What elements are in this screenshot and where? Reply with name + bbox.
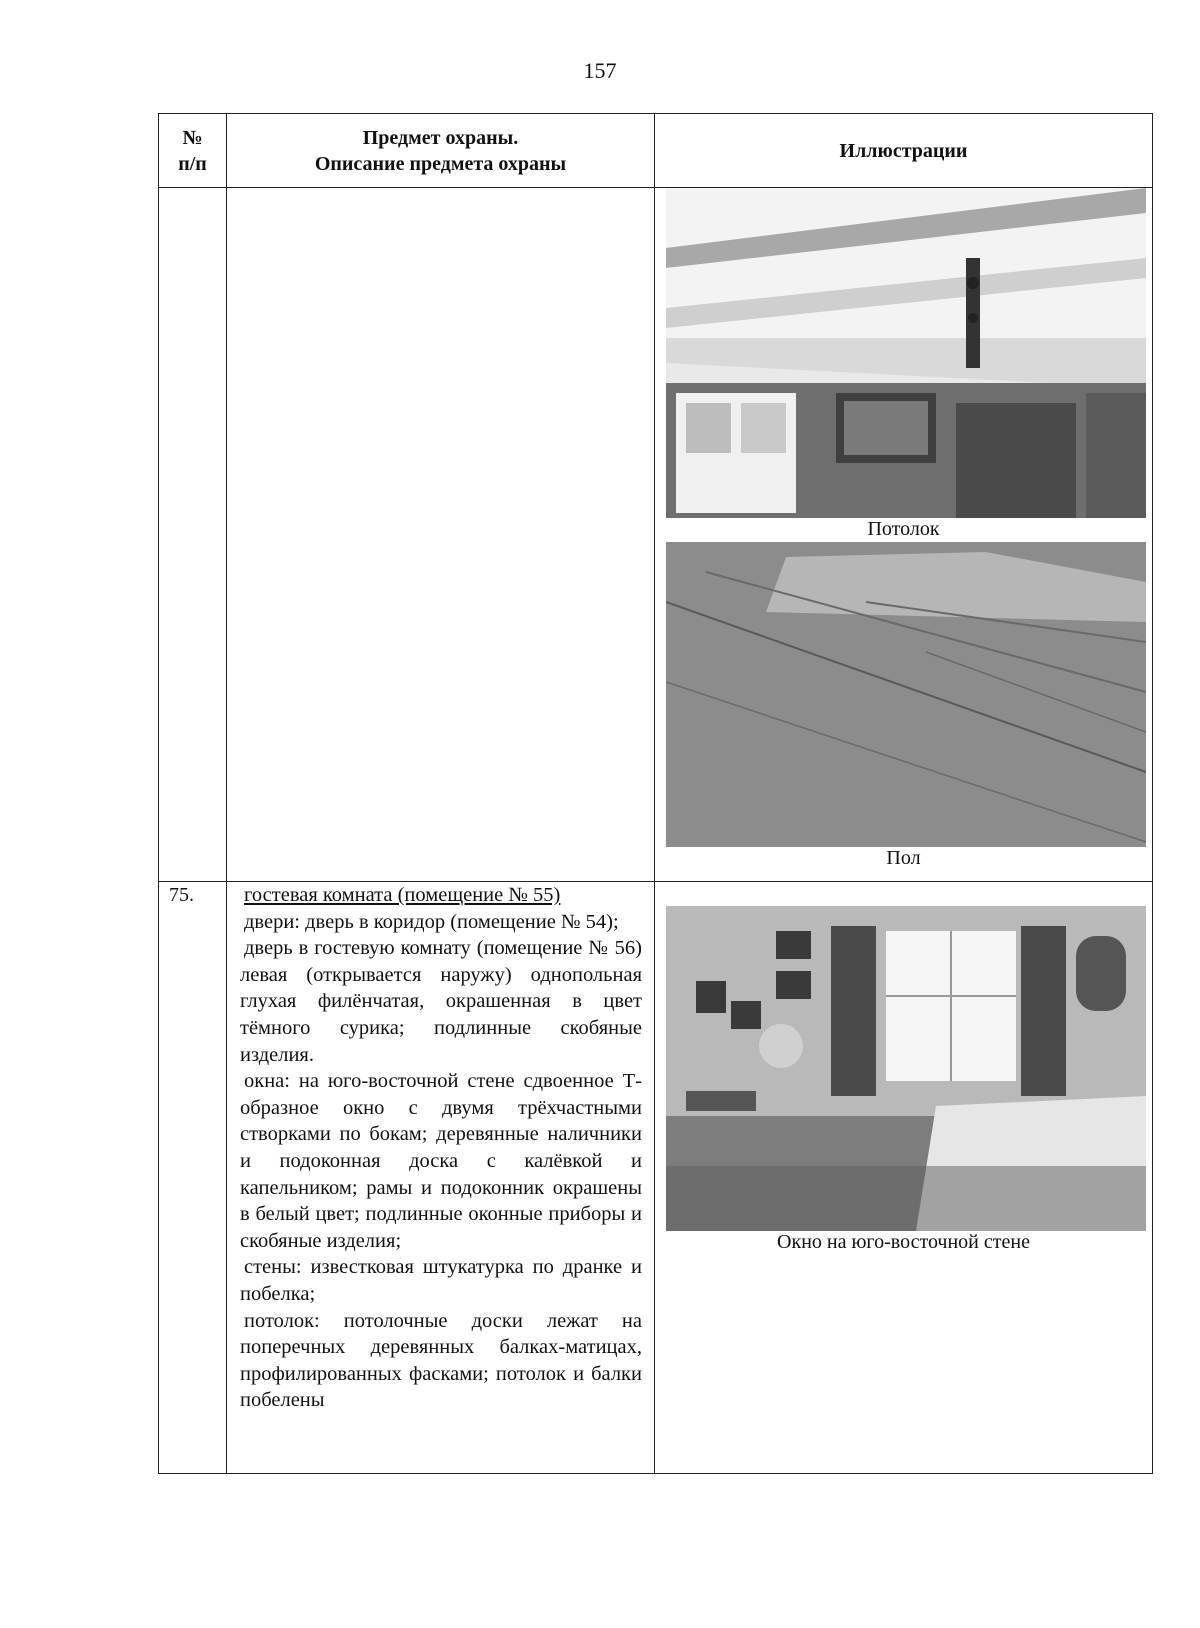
ceiling-paragraph: потолок: потолочные доски лежат на поперечных деревянных балках-матицах, профилированных фасками; потолок и балки побелены bbox=[240, 1309, 642, 1412]
row-illustrations-cell bbox=[655, 188, 1153, 882]
caption-floor: Пол bbox=[886, 847, 921, 869]
windows-paragraph: окна: на юго-восточной стене сдвоенное Т-образное окно с двумя трёхчастными створками по бокам; деревянные наличники и подоконная доска с калёвкой и капельником; рамы и подоконник окрашены в белый цвет; подлинные оконные приборы и скобяные изделия; bbox=[240, 1070, 642, 1252]
header-subject-line2: Описание предмета охраны bbox=[314, 152, 567, 175]
header-number-symbol: № bbox=[182, 126, 203, 149]
walls-paragraph: стены: известковая штукатурка по дранке и побелка; bbox=[240, 1256, 642, 1305]
header-number bbox=[159, 114, 227, 188]
window-photo bbox=[666, 906, 1146, 1231]
table-row bbox=[159, 882, 1153, 1474]
header-subject bbox=[227, 114, 655, 188]
window-photo-image bbox=[666, 906, 1146, 1231]
row-description-cell bbox=[227, 882, 655, 1474]
door-details-paragraph: дверь в гостевую комнату (помещение № 56) левая (открывается наружу) однопольная глухая филёнчатая, окрашенная в цвет тёмного сурика; подлинные скобяные изделия. bbox=[240, 937, 642, 1066]
row-number-cell bbox=[159, 188, 227, 882]
floor-photo bbox=[666, 542, 1146, 847]
floor-photo-image bbox=[666, 542, 1146, 847]
caption-ceiling: Потолок bbox=[867, 518, 940, 540]
heritage-table bbox=[158, 113, 1153, 1474]
room-title: гостевая комната (помещение № 55) bbox=[244, 884, 561, 906]
header-number-abbr: п/п bbox=[178, 152, 207, 175]
header-subject-line1: Предмет охраны. bbox=[362, 126, 519, 149]
row-number-cell: 75. bbox=[159, 882, 227, 1474]
table-header-row bbox=[159, 114, 1153, 188]
caption-window: Окно на юго-восточной стене bbox=[777, 1231, 1030, 1253]
page-number: 157 bbox=[583, 58, 617, 83]
table-row bbox=[159, 188, 1153, 882]
ceiling-photo bbox=[666, 188, 1146, 518]
doors-paragraph: двери: дверь в коридор (помещение № 54); bbox=[244, 910, 619, 933]
row-illustrations-cell bbox=[655, 882, 1153, 1474]
ceiling-photo-image bbox=[666, 188, 1146, 518]
row-description-cell bbox=[227, 188, 655, 882]
header-illustrations: Иллюстрации bbox=[655, 114, 1153, 188]
